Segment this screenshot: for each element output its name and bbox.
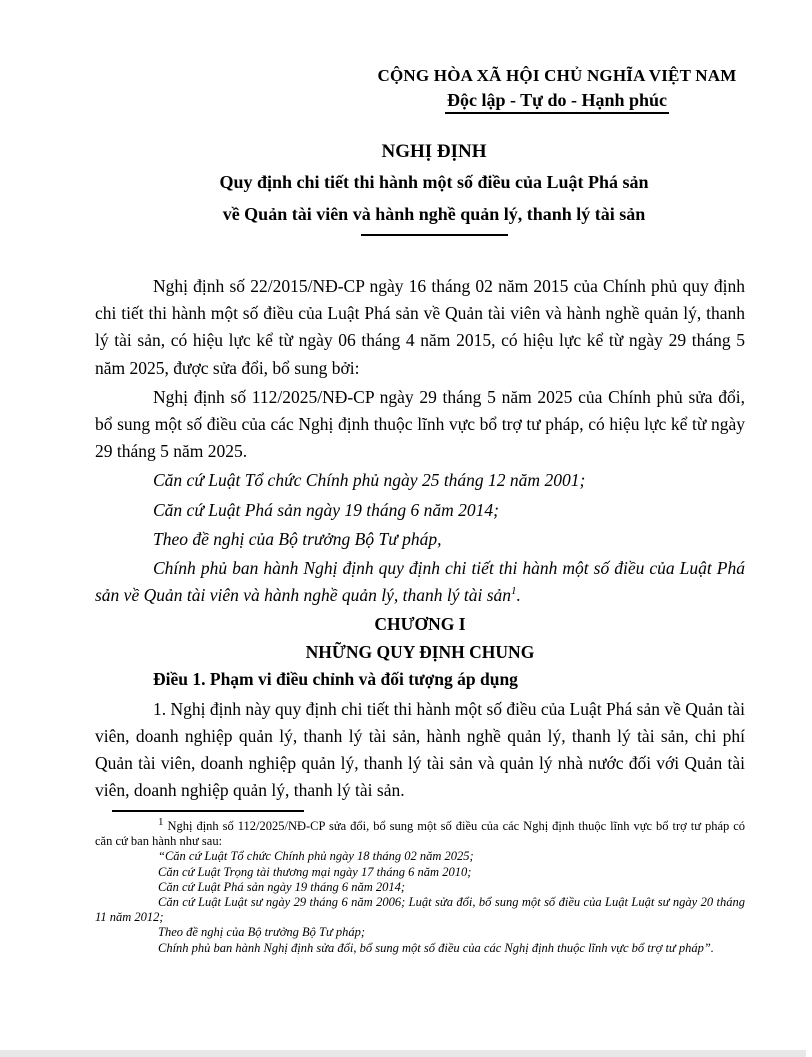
article-1-clause-1: 1. Nghị định này quy định chi tiết thi hành một số điều của Luật Phá sản về Quản tài viên, doanh nghiệp quản lý, thanh lý tài sản, hành nghề quản lý, thanh lý tài sản, chi phí Quản tài viên, doanh nghiệp quản lý, thanh lý tài sản và quản lý nhà nước đối với Quản tài viên, doanh nghiệp quản lý, thanh lý tài sản.: [95, 698, 745, 801]
footnote-number: 1: [158, 815, 164, 828]
enactment-clause: [95, 555, 745, 609]
horizontal-scrollbar[interactable]: [0, 1050, 806, 1057]
document-type-title: NGHỊ ĐỊNH: [381, 141, 487, 162]
enactment-text: Chính phủ ban hành Nghị định quy định chi tiết thi hành một số điều của Luật Phá sản về Quản tài viên và hành nghề quản lý, thanh lý tài sản: [95, 558, 745, 606]
footnote-citation-1: “Căn cứ Luật Tổ chức Chính phủ ngày 18 tháng 02 năm 2025;: [158, 849, 474, 864]
footnote-content: [95, 815, 746, 956]
legal-basis-citation-1: Căn cứ Luật Tổ chức Chính phủ ngày 25 tháng 12 năm 2001;: [153, 470, 586, 491]
footnote-reference-mark: 1: [511, 585, 517, 598]
title-separator-rule: [361, 234, 508, 236]
enactment-suffix: .: [516, 585, 521, 606]
footnote-citation-3: Căn cứ Luật Phá sản ngày 19 tháng 6 năm 2014;: [158, 879, 406, 894]
document-subtitle-line1: Quy định chi tiết thi hành một số điều của Luật Phá sản: [219, 172, 649, 192]
national-title: CỘNG HÒA XÃ HỘI CHỦ NGHĨA VIỆT NAM: [377, 66, 737, 85]
footnote-intro-text: Nghị định số 112/2025/NĐ-CP sửa đổi, bổ sung một số điều của các Nghị định thuộc lĩnh vực bổ trợ tư pháp có căn cứ ban hành như sau:: [95, 819, 746, 849]
national-header: [367, 66, 747, 114]
footnote-citation-6: Chính phủ ban hành Nghị định sửa đổi, bổ sung một số điều của các Nghị định thuộc lĩnh vực bổ trợ tư pháp”.: [158, 940, 714, 955]
preamble-paragraph-2: Nghị định số 112/2025/NĐ-CP ngày 29 tháng 5 năm 2025 của Chính phủ sửa đổi, bổ sung một số điều của các Nghị định thuộc lĩnh vực bổ trợ tư pháp, có hiệu lực kể từ ngày 29 tháng 5 năm 2025.: [95, 386, 745, 462]
footnote-separator-rule: [112, 810, 304, 812]
footnote-citation-5: Theo đề nghị của Bộ trưởng Bộ Tư pháp;: [158, 925, 366, 940]
footnote-citation-2: Căn cứ Luật Trọng tài thương mại ngày 17 tháng 6 năm 2010;: [158, 864, 472, 879]
footnote-section: [95, 810, 745, 956]
footnote-citation-4: Căn cứ Luật Luật sư ngày 29 tháng 6 năm 2006; Luật sửa đổi, bổ sung một số điều của Luật Luật sư ngày 20 tháng 11 năm 2012;: [95, 895, 745, 925]
national-motto: Độc lập - Tự do - Hạnh phúc: [445, 90, 669, 114]
chapter-1-title: NHỮNG QUY ĐỊNH CHUNG: [305, 641, 535, 662]
chapter-1-label: CHƯƠNG I: [374, 614, 466, 635]
document-subtitle-line2: về Quản tài viên và hành nghề quản lý, thanh lý tài sản: [222, 204, 646, 224]
legal-basis-citation-3: Theo đề nghị của Bộ trưởng Bộ Tư pháp,: [153, 528, 442, 549]
preamble-paragraph-1: Nghị định số 22/2015/NĐ-CP ngày 16 tháng 02 năm 2015 của Chính phủ quy định chi tiết thi hành một số điều của Luật Phá sản về Quản tài viên và hành nghề quản lý, thanh lý tài sản, có hiệu lực kể từ ngày 06 tháng 4 năm 2015, có hiệu lực kể từ ngày 29 tháng 5 năm 2025, được sửa đổi, bổ sung bởi:: [95, 276, 745, 378]
article-1-heading: Điều 1. Phạm vi điều chỉnh và đối tượng áp dụng: [153, 669, 518, 690]
legal-basis-citation-2: Căn cứ Luật Phá sản ngày 19 tháng 6 năm 2014;: [153, 499, 499, 520]
document-body: [95, 273, 745, 804]
document-title-block: [123, 138, 745, 236]
footnote-intro: [95, 815, 746, 849]
